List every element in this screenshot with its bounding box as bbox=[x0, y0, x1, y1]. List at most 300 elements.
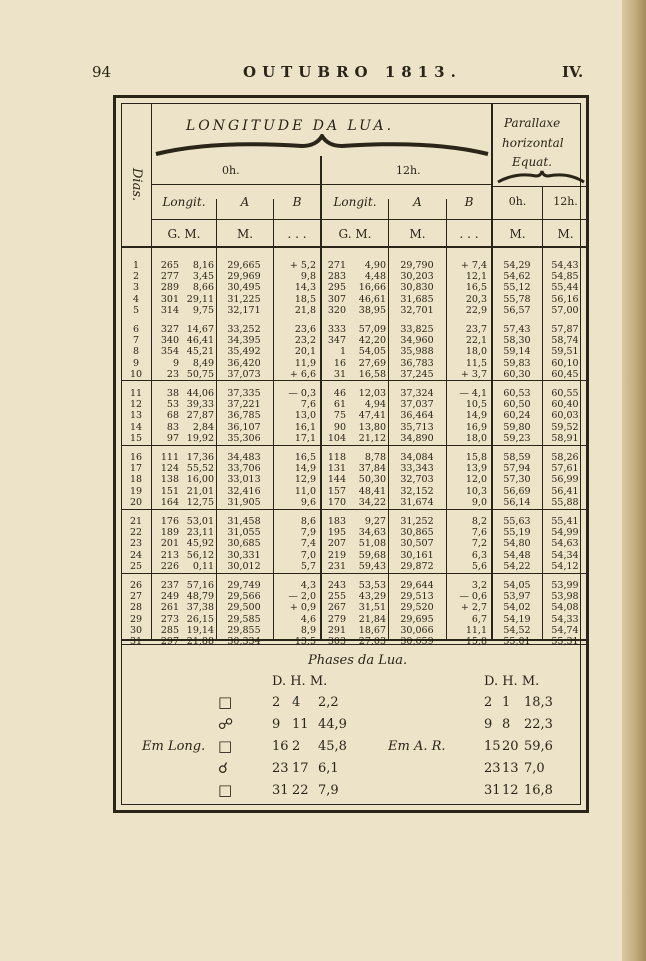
cell-lon12-min: 59,68 bbox=[358, 549, 386, 561]
unit-m-p12: M. bbox=[557, 227, 574, 241]
cell-day: 29 bbox=[129, 613, 143, 625]
cell-day: 15 bbox=[129, 432, 143, 444]
cell-p12: 55,41 bbox=[551, 516, 579, 527]
cell-b12: 7,6 bbox=[471, 527, 487, 539]
cell-lon0-min: 48,79 bbox=[186, 591, 214, 603]
cell-p12: 54,34 bbox=[551, 549, 579, 561]
cell-b12: 22,1 bbox=[465, 335, 487, 347]
cell-a0: 33,013 bbox=[227, 474, 261, 486]
cell-a12: 37,324 bbox=[400, 388, 434, 399]
cell-lon12-deg: 207 bbox=[327, 538, 346, 550]
cell-b0: 7,0 bbox=[300, 549, 316, 561]
cell-b12: + 7,4 bbox=[460, 260, 487, 271]
cell-lon12-min: 48,41 bbox=[358, 485, 386, 497]
cell-p12: 57,87 bbox=[551, 324, 579, 335]
cell-a12: 33,343 bbox=[400, 463, 434, 475]
rule bbox=[151, 184, 491, 185]
cell-b12: 13,9 bbox=[465, 463, 487, 475]
cell-a0: 36,420 bbox=[227, 357, 261, 369]
cell-lon12-min: 13,80 bbox=[358, 421, 386, 433]
cell-a0: 37,073 bbox=[227, 368, 261, 380]
cell-a0: 32,171 bbox=[227, 304, 261, 316]
cell-b12: 10,3 bbox=[465, 485, 487, 497]
brace bbox=[152, 134, 492, 160]
col-longit-0: Longit. bbox=[162, 195, 206, 209]
cell-b12: 3,2 bbox=[471, 580, 487, 591]
cell-b0: 23,6 bbox=[294, 324, 316, 335]
cell-a0: 33,252 bbox=[227, 324, 261, 335]
cell-lon0-deg: 289 bbox=[160, 282, 179, 294]
phase-left-value: 31 bbox=[272, 783, 289, 798]
cell-lon0-deg: 38 bbox=[166, 388, 179, 399]
phase-right-value: 7,0 bbox=[524, 761, 545, 776]
cell-p12: 54,63 bbox=[551, 538, 579, 550]
cell-lon0-deg: 111 bbox=[160, 452, 179, 463]
cell-p0: 60,30 bbox=[503, 368, 531, 380]
cell-day: 25 bbox=[129, 560, 143, 572]
cell-day: 24 bbox=[129, 549, 143, 561]
cell-b0: 7,4 bbox=[300, 538, 316, 550]
cell-lon0-deg: 23 bbox=[166, 368, 179, 380]
cell-b0: + 6,6 bbox=[289, 368, 316, 380]
rule bbox=[122, 380, 588, 381]
cell-lon12-min: 4,90 bbox=[364, 260, 386, 271]
cell-a0: 29,585 bbox=[227, 613, 261, 625]
cell-lon12-deg: 170 bbox=[327, 496, 346, 508]
cell-b0: 8,6 bbox=[300, 516, 316, 527]
cell-a12: 34,960 bbox=[400, 335, 434, 347]
parallax-title-3: Equat. bbox=[512, 155, 552, 169]
cell-lon0-min: 16,00 bbox=[186, 474, 214, 486]
cell-p12: 59,52 bbox=[551, 421, 579, 433]
cell-lon0-min: 9,75 bbox=[192, 304, 214, 316]
cell-p12: 59,51 bbox=[551, 346, 579, 358]
cell-lon0-min: 53,01 bbox=[186, 516, 214, 527]
cell-b0: 23,2 bbox=[294, 335, 316, 347]
cell-lon12-deg: 333 bbox=[327, 324, 346, 335]
cell-lon12-deg: 219 bbox=[327, 549, 346, 561]
cell-a0: 35,492 bbox=[227, 346, 261, 358]
cell-a0: 34,483 bbox=[227, 452, 261, 463]
cell-lon12-min: 53,53 bbox=[358, 580, 386, 591]
cell-p0: 59,23 bbox=[503, 432, 531, 444]
cell-p0: 58,59 bbox=[503, 452, 531, 463]
cell-lon12-min: 21,12 bbox=[358, 432, 386, 444]
cell-day: 14 bbox=[129, 421, 143, 433]
cell-lon0-deg: 301 bbox=[160, 293, 179, 305]
cell-p0: 58,30 bbox=[503, 335, 531, 347]
cell-lon12-deg: 271 bbox=[327, 260, 346, 271]
cell-b0: 8,9 bbox=[300, 624, 316, 636]
cell-day: 3 bbox=[132, 282, 140, 294]
cell-p0: 54,29 bbox=[503, 260, 531, 271]
rule bbox=[122, 246, 588, 248]
col-par-0: 0h. bbox=[508, 195, 527, 208]
part-number: IV. bbox=[562, 63, 584, 81]
cell-lon0-deg: 201 bbox=[160, 538, 179, 550]
cell-a12: 37,245 bbox=[400, 368, 434, 380]
cell-lon0-min: 45,21 bbox=[186, 346, 214, 358]
cell-lon12-deg: 255 bbox=[327, 591, 346, 603]
parallax-title-2: horizontal bbox=[502, 136, 564, 150]
cell-p0: 57,43 bbox=[503, 324, 531, 335]
cell-lon0-deg: 68 bbox=[166, 410, 179, 422]
cell-day: 6 bbox=[132, 324, 140, 335]
cell-lon0-deg: 327 bbox=[160, 324, 179, 335]
cell-a0: 30,334 bbox=[227, 636, 261, 647]
phases-head-left: D. H. M. bbox=[272, 674, 328, 689]
cell-day: 20 bbox=[129, 496, 143, 508]
cell-lon0-min: 27,87 bbox=[186, 410, 214, 422]
cell-lon12-min: 51,08 bbox=[358, 538, 386, 550]
cell-lon12-deg: 283 bbox=[327, 271, 346, 283]
cell-p0: 54,22 bbox=[503, 560, 531, 572]
cell-a0: 31,225 bbox=[227, 293, 261, 305]
cell-p0: 59,80 bbox=[503, 421, 531, 433]
cell-b0: 11,0 bbox=[294, 485, 316, 497]
cell-lon12-min: 27,69 bbox=[358, 357, 386, 369]
cell-a0: 29,500 bbox=[227, 602, 261, 614]
phase-left-value: 2 bbox=[272, 695, 281, 710]
moon-phase-symbol-icon: □ bbox=[218, 737, 233, 755]
cell-b12: 20,3 bbox=[465, 293, 487, 305]
cell-a12: 36,783 bbox=[400, 357, 434, 369]
cell-lon0-min: 8,49 bbox=[192, 357, 214, 369]
cell-b12: 23,7 bbox=[465, 324, 487, 335]
cell-p0: 55,63 bbox=[503, 516, 531, 527]
cell-day: 13 bbox=[129, 410, 143, 422]
cell-lon0-deg: 285 bbox=[160, 624, 179, 636]
cell-day: 21 bbox=[129, 516, 143, 527]
cell-lon12-deg: 303 bbox=[327, 636, 346, 647]
cell-lon0-deg: 265 bbox=[160, 260, 179, 271]
cell-a12: 29,513 bbox=[400, 591, 434, 603]
cell-lon12-deg: 16 bbox=[333, 357, 346, 369]
cell-lon12-min: 57,09 bbox=[358, 324, 386, 335]
cell-p12: 60,55 bbox=[551, 388, 579, 399]
cell-p0: 57,30 bbox=[503, 474, 531, 486]
cell-p12: 56,16 bbox=[551, 293, 579, 305]
cell-p0: 59,14 bbox=[503, 346, 531, 358]
cell-day: 1 bbox=[132, 260, 140, 271]
cell-lon0-deg: 249 bbox=[160, 591, 179, 603]
cell-p12: 60,10 bbox=[551, 357, 579, 369]
phase-right-value: 20 bbox=[502, 739, 519, 754]
cell-b0: 7,9 bbox=[300, 527, 316, 539]
unit-gm-0: G. M. bbox=[167, 227, 201, 241]
cell-p12: 53,98 bbox=[551, 591, 579, 603]
cell-lon0-min: 45,92 bbox=[186, 538, 214, 550]
cell-day: 26 bbox=[129, 580, 143, 591]
cell-lon12-min: 31,51 bbox=[358, 602, 386, 614]
brace bbox=[496, 170, 586, 184]
cell-a0: 34,395 bbox=[227, 335, 261, 347]
phase-right-value: 22,3 bbox=[524, 717, 553, 732]
phase-right-value: 15 bbox=[484, 739, 501, 754]
cell-lon12-deg: 307 bbox=[327, 293, 346, 305]
cell-lon0-deg: 314 bbox=[160, 304, 179, 316]
cell-p12: 53,99 bbox=[551, 580, 579, 591]
cell-lon0-deg: 340 bbox=[160, 335, 179, 347]
cell-a12: 30,203 bbox=[400, 271, 434, 283]
cell-day: 17 bbox=[129, 463, 143, 475]
cell-p0: 54,05 bbox=[503, 580, 531, 591]
phase-left-value: 16 bbox=[272, 739, 289, 754]
cell-lon12-deg: 104 bbox=[327, 432, 346, 444]
cell-a0: 37,335 bbox=[227, 388, 261, 399]
cell-b12: 5,6 bbox=[471, 560, 487, 572]
cell-lon0-min: 39,33 bbox=[186, 399, 214, 411]
cell-lon0-min: 2,84 bbox=[192, 421, 214, 433]
cell-b0: 16,5 bbox=[294, 452, 316, 463]
cell-b12: 11,5 bbox=[465, 357, 487, 369]
cell-b0: + 5,2 bbox=[289, 260, 316, 271]
cell-p0: 55,12 bbox=[503, 282, 531, 294]
main-title: LONGITUDE DA LUA. bbox=[186, 118, 395, 134]
cell-lon12-min: 34,22 bbox=[358, 496, 386, 508]
cell-lon12-deg: 31 bbox=[333, 368, 346, 380]
table-frame bbox=[121, 103, 581, 805]
cell-p0: 54,52 bbox=[503, 624, 531, 636]
cell-day: 8 bbox=[132, 346, 140, 358]
cell-p12: 54,99 bbox=[551, 527, 579, 539]
cell-a12: 34,084 bbox=[400, 452, 434, 463]
phase-right-value: 12 bbox=[502, 783, 519, 798]
cell-lon12-deg: 320 bbox=[327, 304, 346, 316]
page-number: 94 bbox=[92, 63, 112, 81]
hour-12-label: 12h. bbox=[396, 164, 421, 177]
cell-lon12-min: 34,63 bbox=[358, 527, 386, 539]
cell-b0: + 0,9 bbox=[289, 602, 316, 614]
col-a-0: A bbox=[240, 195, 250, 209]
cell-a12: 36,464 bbox=[400, 410, 434, 422]
cell-lon0-min: 8,16 bbox=[192, 260, 214, 271]
cell-lon12-deg: 279 bbox=[327, 613, 346, 625]
cell-p0: 59,83 bbox=[503, 357, 531, 369]
cell-a0: 35,306 bbox=[227, 432, 261, 444]
cell-a12: 29,520 bbox=[400, 602, 434, 614]
cell-lon12-deg: 46 bbox=[333, 388, 346, 399]
cell-p12: 54,85 bbox=[551, 271, 579, 283]
cell-lon0-min: 50,75 bbox=[186, 368, 214, 380]
cell-lon12-deg: 118 bbox=[327, 452, 346, 463]
unit-dots-b12: . . . bbox=[459, 227, 479, 241]
cell-a12: 31,685 bbox=[400, 293, 434, 305]
cell-day: 4 bbox=[132, 293, 140, 305]
cell-p12: 60,40 bbox=[551, 399, 579, 411]
cell-a0: 29,665 bbox=[227, 260, 261, 271]
phase-left-value: 7,9 bbox=[318, 783, 339, 798]
cell-a12: 30,161 bbox=[400, 549, 434, 561]
cell-lon12-deg: 295 bbox=[327, 282, 346, 294]
cell-b0: 4,6 bbox=[300, 613, 316, 625]
cell-lon12-deg: 1 bbox=[339, 346, 346, 358]
cell-a12: 33,825 bbox=[400, 324, 434, 335]
cell-lon0-min: 12,75 bbox=[186, 496, 214, 508]
cell-lon12-min: 12,03 bbox=[358, 388, 386, 399]
cell-a0: 31,055 bbox=[227, 527, 261, 539]
cell-p12: 57,00 bbox=[551, 304, 579, 316]
cell-lon0-deg: 97 bbox=[166, 432, 179, 444]
phase-left-value: 2 bbox=[292, 739, 301, 754]
cell-b12: 12,1 bbox=[465, 271, 487, 283]
cell-b12: 7,2 bbox=[471, 538, 487, 550]
cell-day: 9 bbox=[132, 357, 140, 369]
cell-b0: 16,1 bbox=[294, 421, 316, 433]
cell-b0: 9,8 bbox=[300, 271, 316, 283]
cell-lon12-min: 27,03 bbox=[358, 636, 386, 647]
phase-left-value: 45,8 bbox=[318, 739, 347, 754]
hour-0-label: 0h. bbox=[222, 164, 240, 177]
cell-a12: 32,701 bbox=[400, 304, 434, 316]
cell-b0: — 2,0 bbox=[288, 591, 316, 603]
rule bbox=[122, 573, 588, 574]
cell-a0: 37,221 bbox=[227, 399, 261, 411]
cell-lon0-min: 44,06 bbox=[186, 388, 214, 399]
cell-b12: 18,0 bbox=[465, 432, 487, 444]
cell-lon0-deg: 83 bbox=[166, 421, 179, 433]
cell-b0: 13,0 bbox=[294, 410, 316, 422]
cell-lon12-min: 9,27 bbox=[364, 516, 386, 527]
cell-p0: 57,94 bbox=[503, 463, 531, 475]
cell-p12: 60,45 bbox=[551, 368, 579, 380]
cell-lon0-deg: 261 bbox=[160, 602, 179, 614]
cell-lon12-deg: 267 bbox=[327, 602, 346, 614]
cell-a0: 30,495 bbox=[227, 282, 261, 294]
phase-left-value: 6,1 bbox=[318, 761, 339, 776]
cell-b12: — 4,1 bbox=[459, 388, 487, 399]
col-a-12: A bbox=[413, 195, 422, 209]
cell-a12: 31,252 bbox=[400, 516, 434, 527]
cell-lon12-min: 18,67 bbox=[358, 624, 386, 636]
cell-b12: 16,5 bbox=[465, 282, 487, 294]
cell-a12: 30,507 bbox=[400, 538, 434, 550]
cell-lon12-deg: 231 bbox=[327, 560, 346, 572]
cell-day: 10 bbox=[129, 368, 143, 380]
cell-b12: 18,0 bbox=[465, 346, 487, 358]
cell-b12: 15,8 bbox=[465, 452, 487, 463]
cell-p0: 54,02 bbox=[503, 602, 531, 614]
cell-a12: 32,152 bbox=[400, 485, 434, 497]
phase-left-value: 17 bbox=[292, 761, 309, 776]
cell-lon0-deg: 189 bbox=[160, 527, 179, 539]
phases-head-right: D. H. M. bbox=[484, 674, 540, 689]
cell-lon12-deg: 157 bbox=[327, 485, 346, 497]
cell-lon12-deg: 243 bbox=[327, 580, 346, 591]
cell-p12: 54,43 bbox=[551, 260, 579, 271]
cell-lon0-deg: 273 bbox=[160, 613, 179, 625]
cell-p0: 54,80 bbox=[503, 538, 531, 550]
cell-lon0-min: 8,66 bbox=[192, 282, 214, 294]
phase-left-value: 23 bbox=[272, 761, 289, 776]
cell-lon0-min: 37,38 bbox=[186, 602, 214, 614]
cell-b0: 14,9 bbox=[294, 463, 316, 475]
cell-p0: 60,24 bbox=[503, 410, 531, 422]
cell-lon0-deg: 53 bbox=[166, 399, 179, 411]
cell-a0: 33,706 bbox=[227, 463, 261, 475]
cell-day: 31 bbox=[129, 636, 143, 647]
phase-right-value: 31 bbox=[484, 783, 501, 798]
cell-lon12-min: 4,48 bbox=[364, 271, 386, 283]
cell-a12: 34,890 bbox=[400, 432, 434, 444]
cell-lon12-deg: 131 bbox=[327, 463, 346, 475]
cell-b0: 7,6 bbox=[300, 399, 316, 411]
cell-p0: 56,57 bbox=[503, 304, 531, 316]
cell-b0: 18,5 bbox=[294, 293, 316, 305]
phase-left-value: 44,9 bbox=[318, 717, 347, 732]
cell-lon0-min: 3,45 bbox=[192, 271, 214, 283]
rule bbox=[122, 509, 588, 510]
phase-left-value: 11 bbox=[292, 717, 309, 732]
phase-right-value: 59,6 bbox=[524, 739, 553, 754]
cell-lon12-min: 46,61 bbox=[358, 293, 386, 305]
moon-phase-symbol-icon: □ bbox=[218, 693, 233, 711]
phase-left-value: 4 bbox=[292, 695, 301, 710]
cell-p12: 54,74 bbox=[551, 624, 579, 636]
cell-lon0-deg: 151 bbox=[160, 485, 179, 497]
cell-p0: 55,19 bbox=[503, 527, 531, 539]
cell-day: 16 bbox=[129, 452, 143, 463]
cell-b12: 10,5 bbox=[465, 399, 487, 411]
cell-a12: 29,790 bbox=[400, 260, 434, 271]
cell-a0: 36,785 bbox=[227, 410, 261, 422]
cell-lon12-min: 16,66 bbox=[358, 282, 386, 294]
cell-p12: 58,91 bbox=[551, 432, 579, 444]
cell-a12: 29,872 bbox=[400, 560, 434, 572]
cell-lon0-min: 21,88 bbox=[186, 636, 214, 647]
cell-p12: 57,61 bbox=[551, 463, 579, 475]
phase-right-value: 13 bbox=[502, 761, 519, 776]
parallax-title-1: Parallaxe bbox=[504, 116, 561, 130]
cell-a12: 35,988 bbox=[400, 346, 434, 358]
cell-b12: 14,9 bbox=[465, 410, 487, 422]
cell-a0: 29,855 bbox=[227, 624, 261, 636]
cell-lon0-min: 14,67 bbox=[186, 324, 214, 335]
cell-p12: 56,99 bbox=[551, 474, 579, 486]
rule bbox=[492, 186, 588, 187]
cell-a12: 30,865 bbox=[400, 527, 434, 539]
cell-p12: 55,31 bbox=[551, 636, 579, 647]
cell-lon12-min: 59,43 bbox=[358, 560, 386, 572]
cell-day: 19 bbox=[129, 485, 143, 497]
cell-a12: 29,695 bbox=[400, 613, 434, 625]
unit-dots-b0: . . . bbox=[287, 227, 307, 241]
cell-p12: 58,74 bbox=[551, 335, 579, 347]
cell-p12: 54,12 bbox=[551, 560, 579, 572]
cell-lon0-min: 17,36 bbox=[186, 452, 214, 463]
cell-lon12-min: 50,30 bbox=[358, 474, 386, 486]
dias-label: Dias. bbox=[129, 168, 144, 202]
cell-lon0-min: 26,15 bbox=[186, 613, 214, 625]
phase-right-value: 9 bbox=[484, 717, 493, 732]
cell-lon0-min: 0,11 bbox=[192, 560, 214, 572]
cell-b12: 8,2 bbox=[471, 516, 487, 527]
cell-lon0-deg: 138 bbox=[160, 474, 179, 486]
cell-a12: 32,703 bbox=[400, 474, 434, 486]
cell-b12: — 0,6 bbox=[459, 591, 487, 603]
cell-b0: 21,8 bbox=[294, 304, 316, 316]
cell-lon0-deg: 237 bbox=[160, 580, 179, 591]
cell-lon0-min: 19,14 bbox=[186, 624, 214, 636]
cell-day: 23 bbox=[129, 538, 143, 550]
cell-lon0-deg: 277 bbox=[160, 271, 179, 283]
cell-a12: 29,644 bbox=[400, 580, 434, 591]
cell-day: 7 bbox=[132, 335, 140, 347]
cell-p0: 55,78 bbox=[503, 293, 531, 305]
cell-lon0-deg: 354 bbox=[160, 346, 179, 358]
cell-lon0-deg: 9 bbox=[172, 357, 179, 369]
cell-lon12-deg: 90 bbox=[333, 421, 346, 433]
